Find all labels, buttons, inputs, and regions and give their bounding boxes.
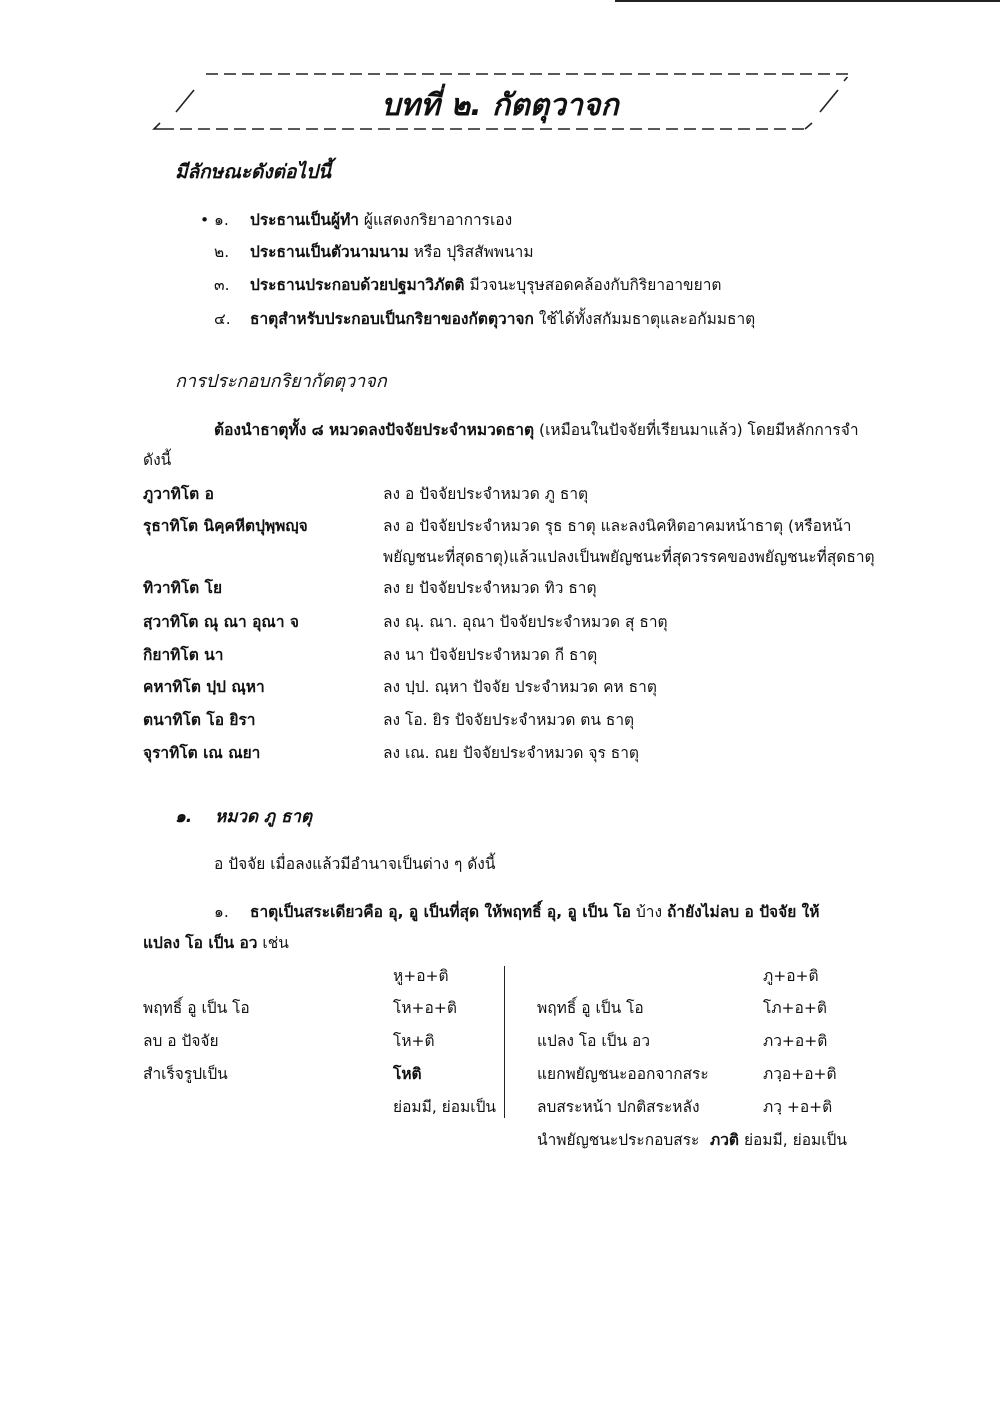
rule-1-line-2 <box>143 933 289 953</box>
rule-number: ๑. <box>214 903 229 921</box>
paragraph-text: (เหมือนในปัจจัยที่เรียนมาแล้ว) โดยมีหลักการจำ <box>539 421 859 439</box>
example-left-formula-0: หู+อ+ติ <box>393 967 449 985</box>
example-left-formula-4: ย่อมมี, ย่อมเป็น <box>393 1098 497 1116</box>
rule-line2-bold: แปลง โอ เป็น อว <box>143 934 258 952</box>
item-number: ๑. <box>214 211 229 229</box>
item-bold: ประธานเป็นตัวนามนาม <box>250 243 409 261</box>
group-desc-2-cont: พยัญชนะที่สุดธาตุ)แล้วแปลงเป็นพยัญชนะที่สุดวรรคของพยัญชนะที่สุดธาตุ <box>383 548 875 566</box>
item-bold: ธาตุสำหรับประกอบเป็นกริยาของกัตตุวาจก <box>250 310 534 328</box>
example-right-formula-1: โภ+อ+ติ <box>763 999 827 1017</box>
group-desc-4: ลง ณุ. ณา. อุณา ปัจจัยประจำหมวด สุ ธาตุ <box>383 613 668 631</box>
group-name-3: ทิวาทิโต โย <box>143 579 223 597</box>
top-edge-line <box>615 0 1000 2</box>
example-left-label-3: สำเร็จรูปเป็น <box>143 1065 228 1083</box>
rule-line2-plain: เช่น <box>262 934 289 952</box>
example-right-formula-4: ภวฺ +อ+ติ <box>763 1098 833 1116</box>
group-name-7: ตนาทิโต โอ ยิรา <box>143 711 256 729</box>
item-bold: ประธานเป็นผู้ทำ <box>250 211 359 229</box>
example-divider <box>504 966 505 1118</box>
example-left-formula-2: โห+ติ <box>393 1032 435 1050</box>
group-name-1: ภูวาทิโต อ <box>143 485 214 503</box>
group-name-8: จุราทิโต เณ ณยา <box>143 744 261 762</box>
example-right-formula-0: ภู+อ+ติ <box>763 967 819 985</box>
example-right-label-5: นำพยัญชนะประกอบสระ <box>537 1131 700 1149</box>
group-desc-2: ลง อ ปัจจัยประจำหมวด รุธ ธาตุ และลงนิคหิตอาคมหน้าธาตุ (หรือหน้า <box>383 517 852 535</box>
item-number: ๔. <box>214 310 231 328</box>
rule-bold-b: ถ้ายังไม่ลบ อ ปัจจัย ให้ <box>667 903 820 921</box>
example-right-label-3: แยกพยัญชนะออกจากสระ <box>537 1065 709 1083</box>
item-number: ๓. <box>214 276 230 294</box>
sub-intro: อ ปัจจัย เมื่อลงแล้วมีอำนาจเป็นต่าง ๆ ดังนี้ <box>214 855 496 873</box>
group-name-6: คหาทิโต ปฺป ณฺหา <box>143 678 265 696</box>
example-left-formula-1: โห+อ+ติ <box>393 999 457 1017</box>
item-number: ๒. <box>214 243 230 261</box>
example-right-formula-3: ภวฺอ+อ+ติ <box>763 1065 837 1083</box>
example-right-label-4: ลบสระหน้า ปกติสระหลัง <box>537 1098 700 1116</box>
item-text: หรือ ปุริสสัพพนาม <box>413 243 534 261</box>
sub-heading <box>175 806 312 828</box>
group-desc-3: ลง ย ปัจจัยประจำหมวด ทิว ธาตุ <box>383 579 597 597</box>
item-text: ผู้แสดงกริยาอาการเอง <box>363 211 513 229</box>
group-name-4: สฺวาทิโต ณุ ณา อุณา จ <box>143 613 299 631</box>
example-right-label-2: แปลง โอ เป็น อว <box>537 1032 651 1050</box>
sub-heading-text: หมวด ภู ธาตุ <box>215 807 313 827</box>
example-right-label-1: พฤทธิ์ อู เป็น โอ <box>537 999 644 1017</box>
rule-plain-a: บ้าง <box>635 903 663 921</box>
example-left-formula-3: โหติ <box>393 1065 422 1083</box>
rule-bold-a: ธาตุเป็นสระเดียวคือ อุ, อู เป็นที่สุด ให้พฤทธิ์ อุ, อู เป็น โอ <box>250 903 631 921</box>
item-text: มีวจนะบุรุษสอดคล้องกับกิริยาอาขยาต <box>469 276 722 294</box>
characteristic-4 <box>214 309 755 329</box>
section-heading: การประกอบกริยากัตตุวาจก <box>175 371 387 392</box>
bullet-dot: • <box>200 211 210 229</box>
group-desc-1: ลง อ ปัจจัยประจำหมวด ภู ธาตุ <box>383 485 589 503</box>
group-desc-6: ลง ปฺป. ณฺหา ปัจจัย ประจำหมวด คห ธาตุ <box>383 678 657 696</box>
group-name-2: รุธาทิโต นิคฺคหีตปุพฺพญฺจ <box>143 517 308 535</box>
paragraph-line-2: ดังนี้ <box>143 451 172 469</box>
group-desc-5: ลง นา ปัจจัยประจำหมวด กี ธาตุ <box>383 646 598 664</box>
characteristic-3 <box>214 275 722 295</box>
item-bold: ประธานประกอบด้วยปฐมาวิภัตติ <box>250 276 465 294</box>
page-title: บทที่ ๒. กัตตุวาจก <box>381 88 619 123</box>
paragraph-line-1 <box>214 420 859 440</box>
paragraph-bold: ต้องนำธาตุทั้ง ๘ หมวดลงปัจจัยประจำหมวดธาตุ <box>214 421 535 439</box>
result-bold: ภวติ <box>710 1131 739 1149</box>
item-text: ใช้ได้ทั้งสกัมมธาตุและอกัมมธาตุ <box>538 310 756 328</box>
group-desc-8: ลง เณ. ณย ปัจจัยประจำหมวด จุร ธาตุ <box>383 744 639 762</box>
example-left-label-1: พฤทธิ์ อู เป็น โอ <box>143 999 250 1017</box>
example-right-result <box>710 1130 847 1150</box>
group-name-5: กิยาทิโต นา <box>143 646 224 664</box>
characteristic-1 <box>200 210 512 230</box>
result-plain: ย่อมมี, ย่อมเป็น <box>743 1131 847 1149</box>
example-left-label-2: ลบ อ ปัจจัย <box>143 1032 219 1050</box>
intro-heading: มีลักษณะดังต่อไปนี้ <box>175 161 331 183</box>
group-desc-7: ลง โอ. ยิร ปัจจัยประจำหมวด ตน ธาตุ <box>383 711 635 729</box>
characteristic-2 <box>214 242 534 262</box>
rule-1-line-1 <box>214 902 819 922</box>
example-right-formula-2: ภว+อ+ติ <box>763 1032 828 1050</box>
sub-heading-number: ๑. <box>175 807 193 827</box>
